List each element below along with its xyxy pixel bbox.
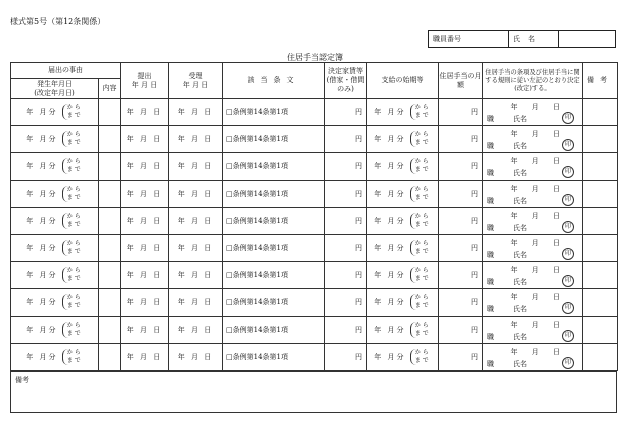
- employee-name-field[interactable]: [559, 31, 615, 47]
- rent-cell[interactable]: 円: [325, 343, 367, 370]
- employee-box: [428, 30, 616, 48]
- header-article: 該当条文: [223, 63, 325, 99]
- decision-cell[interactable]: 年 月 日 職 氏名 印: [483, 207, 583, 234]
- start-cell[interactable]: 年 月分 から まで: [367, 234, 439, 261]
- rent-cell[interactable]: 円: [325, 153, 367, 180]
- rent-cell[interactable]: 円: [325, 126, 367, 153]
- amount-cell[interactable]: 円: [439, 343, 483, 370]
- article-cell[interactable]: □条例第14条第1項: [223, 153, 325, 180]
- amount-cell[interactable]: 円: [439, 262, 483, 289]
- article-cell[interactable]: □条例第14条第1項: [223, 207, 325, 234]
- table-row: [11, 262, 618, 289]
- header-decision: 住居手当の条項及び住居手当に関する規則に従い左記のとおり決定(改定)する。: [483, 63, 583, 99]
- rent-cell[interactable]: 円: [325, 234, 367, 261]
- header-content: 内容: [99, 79, 121, 99]
- rent-cell[interactable]: 円: [325, 289, 367, 316]
- period-bracket: から まで: [62, 131, 83, 147]
- header-reason: 届出の事由: [11, 63, 121, 79]
- received-cell[interactable]: 年 月 日: [169, 316, 223, 343]
- header-occurrence: 発生年月日 (改定年月日): [11, 79, 99, 99]
- submitted-cell[interactable]: 年 月 日: [121, 316, 169, 343]
- period-bracket: から まで: [62, 267, 83, 283]
- seal-icon: 印: [562, 248, 574, 260]
- received-cell[interactable]: 年 月 日: [169, 99, 223, 126]
- period-bracket: から まで: [62, 213, 83, 229]
- content-cell[interactable]: [99, 343, 121, 370]
- seal-icon: 印: [562, 139, 574, 151]
- seal-icon: 印: [562, 221, 574, 233]
- period-bracket: から まで: [62, 240, 83, 256]
- received-cell[interactable]: 年 月 日: [169, 289, 223, 316]
- employee-number-label: 職員番号: [429, 31, 509, 47]
- article-cell[interactable]: □条例第14条第1項: [223, 126, 325, 153]
- start-cell[interactable]: 年 月分 から まで: [367, 343, 439, 370]
- period-bracket: から まで: [410, 158, 431, 174]
- period-bracket: から まで: [410, 267, 431, 283]
- occurrence-cell[interactable]: 年 月分 から まで: [11, 207, 99, 234]
- header-rent: 決定家賃等 (借家・借間のみ): [325, 63, 367, 99]
- content-cell[interactable]: [99, 262, 121, 289]
- submitted-cell[interactable]: 年 月 日: [121, 126, 169, 153]
- seal-icon: 印: [562, 330, 574, 342]
- header-submitted: 提出 年 月 日: [121, 63, 169, 99]
- remarks-cell[interactable]: [583, 153, 618, 180]
- seal-icon: 印: [562, 302, 574, 314]
- start-cell[interactable]: 年 月分 から まで: [367, 99, 439, 126]
- remarks-cell[interactable]: [583, 126, 618, 153]
- table-row: [11, 316, 618, 343]
- amount-cell[interactable]: 円: [439, 316, 483, 343]
- remarks-cell[interactable]: [583, 289, 618, 316]
- occurrence-cell[interactable]: 年 月分 から まで: [11, 234, 99, 261]
- amount-cell[interactable]: 円: [439, 289, 483, 316]
- period-bracket: から まで: [62, 349, 83, 365]
- article-cell[interactable]: □条例第14条第1項: [223, 99, 325, 126]
- period-bracket: から まで: [62, 186, 83, 202]
- period-bracket: から まで: [410, 294, 431, 310]
- remarks-cell[interactable]: [583, 234, 618, 261]
- article-cell[interactable]: □条例第14条第1項: [223, 180, 325, 207]
- rent-cell[interactable]: 円: [325, 207, 367, 234]
- content-cell[interactable]: [99, 207, 121, 234]
- start-cell[interactable]: 年 月分 から まで: [367, 262, 439, 289]
- table-row: [11, 289, 618, 316]
- header-amount: 住居手当の月額: [439, 63, 483, 99]
- occurrence-cell[interactable]: 年 月分 から まで: [11, 180, 99, 207]
- submitted-cell[interactable]: 年 月 日: [121, 343, 169, 370]
- remarks-area[interactable]: [10, 371, 617, 413]
- article-cell[interactable]: □条例第14条第1項: [223, 234, 325, 261]
- content-cell[interactable]: [99, 153, 121, 180]
- remarks-cell[interactable]: [583, 316, 618, 343]
- decision-cell[interactable]: 年 月 日 職 氏名 印: [483, 180, 583, 207]
- received-cell[interactable]: 年 月 日: [169, 180, 223, 207]
- occurrence-cell[interactable]: 年 月分 から まで: [11, 343, 99, 370]
- start-cell[interactable]: 年 月分 から まで: [367, 289, 439, 316]
- occurrence-cell[interactable]: 年 月分 から まで: [11, 289, 99, 316]
- submitted-cell[interactable]: 年 月 日: [121, 262, 169, 289]
- header-remarks: 備考: [583, 63, 618, 99]
- amount-cell[interactable]: 円: [439, 126, 483, 153]
- submitted-cell[interactable]: 年 月 日: [121, 180, 169, 207]
- start-cell[interactable]: 年 月分 から まで: [367, 180, 439, 207]
- content-cell[interactable]: [99, 180, 121, 207]
- header-received: 受理 年 月 日: [169, 63, 223, 99]
- amount-cell[interactable]: 円: [439, 207, 483, 234]
- content-cell[interactable]: [99, 289, 121, 316]
- received-cell[interactable]: 年 月 日: [169, 262, 223, 289]
- table-row: [11, 99, 618, 126]
- table-row: [11, 126, 618, 153]
- decision-cell[interactable]: 年 月 日 職 氏名 印: [483, 234, 583, 261]
- rent-cell[interactable]: 円: [325, 262, 367, 289]
- table-row: [11, 153, 618, 180]
- decision-cell[interactable]: 年 月 日 職 氏名 印: [483, 126, 583, 153]
- table-row: [11, 234, 618, 261]
- allowance-table: [10, 62, 618, 371]
- amount-cell[interactable]: 円: [439, 234, 483, 261]
- rent-cell[interactable]: 円: [325, 99, 367, 126]
- received-cell[interactable]: 年 月 日: [169, 207, 223, 234]
- occurrence-cell[interactable]: 年 月分 から まで: [11, 262, 99, 289]
- received-cell[interactable]: 年 月 日: [169, 343, 223, 370]
- submitted-cell[interactable]: 年 月 日: [121, 289, 169, 316]
- submitted-cell[interactable]: 年 月 日: [121, 99, 169, 126]
- seal-icon: 印: [562, 194, 574, 206]
- decision-cell[interactable]: 年 月 日 職 氏名 印: [483, 153, 583, 180]
- seal-icon: 印: [562, 357, 574, 369]
- occurrence-cell[interactable]: 年 月分 から まで: [11, 126, 99, 153]
- start-cell[interactable]: 年 月分 から まで: [367, 153, 439, 180]
- decision-cell[interactable]: 年 月 日 職 氏名 印: [483, 262, 583, 289]
- amount-cell[interactable]: 円: [439, 153, 483, 180]
- employee-name-label: 氏名: [509, 31, 559, 47]
- start-cell[interactable]: 年 月分 から まで: [367, 207, 439, 234]
- start-cell[interactable]: 年 月分 から まで: [367, 126, 439, 153]
- remarks-cell[interactable]: [583, 343, 618, 370]
- amount-cell[interactable]: 円: [439, 180, 483, 207]
- remarks-cell[interactable]: [583, 99, 618, 126]
- seal-icon: 印: [562, 166, 574, 178]
- period-bracket: から まで: [62, 158, 83, 174]
- article-cell[interactable]: □条例第14条第1項: [223, 343, 325, 370]
- period-bracket: から まで: [62, 322, 83, 338]
- decision-cell[interactable]: 年 月 日 職 氏名 印: [483, 343, 583, 370]
- period-bracket: から まで: [410, 240, 431, 256]
- table-row: [11, 207, 618, 234]
- content-cell[interactable]: [99, 234, 121, 261]
- seal-icon: 印: [562, 112, 574, 124]
- amount-cell[interactable]: 円: [439, 99, 483, 126]
- content-cell[interactable]: [99, 99, 121, 126]
- content-cell[interactable]: [99, 316, 121, 343]
- occurrence-cell[interactable]: 年 月分 から まで: [11, 316, 99, 343]
- form-number: 様式第5号（第12条関係）: [10, 17, 106, 26]
- rent-cell[interactable]: 円: [325, 180, 367, 207]
- occurrence-cell[interactable]: 年 月分 から まで: [11, 99, 99, 126]
- period-bracket: から まで: [410, 213, 431, 229]
- occurrence-cell[interactable]: 年 月分 から まで: [11, 153, 99, 180]
- period-bracket: から まで: [410, 322, 431, 338]
- period-bracket: から まで: [410, 186, 431, 202]
- decision-cell[interactable]: 年 月 日 職 氏名 印: [483, 99, 583, 126]
- remarks-cell[interactable]: [583, 262, 618, 289]
- submitted-cell[interactable]: 年 月 日: [121, 153, 169, 180]
- start-cell[interactable]: 年 月分 から まで: [367, 316, 439, 343]
- received-cell[interactable]: 年 月 日: [169, 153, 223, 180]
- article-cell[interactable]: □条例第14条第1項: [223, 262, 325, 289]
- content-cell[interactable]: [99, 126, 121, 153]
- submitted-cell[interactable]: 年 月 日: [121, 234, 169, 261]
- submitted-cell[interactable]: 年 月 日: [121, 207, 169, 234]
- period-bracket: から まで: [410, 104, 431, 120]
- seal-icon: 印: [562, 275, 574, 287]
- article-cell[interactable]: □条例第14条第1項: [223, 316, 325, 343]
- period-bracket: から まで: [410, 131, 431, 147]
- remarks-cell[interactable]: [583, 180, 618, 207]
- article-cell[interactable]: □条例第14条第1項: [223, 289, 325, 316]
- remarks-cell[interactable]: [583, 207, 618, 234]
- received-cell[interactable]: 年 月 日: [169, 234, 223, 261]
- rent-cell[interactable]: 円: [325, 316, 367, 343]
- remarks-label: 備考: [15, 376, 29, 384]
- period-bracket: から まで: [62, 104, 83, 120]
- period-bracket: から まで: [410, 349, 431, 365]
- page-title: 住居手当認定簿: [287, 53, 343, 62]
- decision-cell[interactable]: 年 月 日 職 氏名 印: [483, 289, 583, 316]
- table-row: [11, 180, 618, 207]
- received-cell[interactable]: 年 月 日: [169, 126, 223, 153]
- table-row: [11, 343, 618, 370]
- period-bracket: から まで: [62, 294, 83, 310]
- header-start: 支給の始期等: [367, 63, 439, 99]
- decision-cell[interactable]: 年 月 日 職 氏名 印: [483, 316, 583, 343]
